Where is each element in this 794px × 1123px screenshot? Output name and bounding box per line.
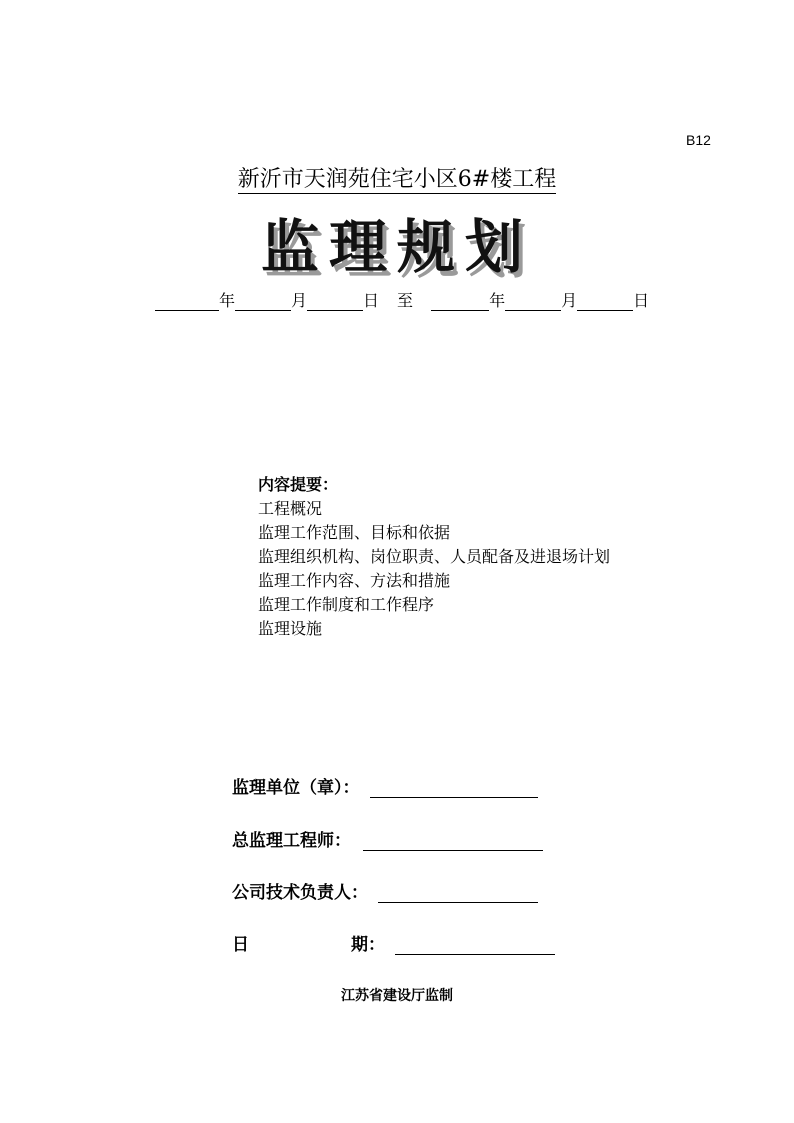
date-row (232, 930, 555, 955)
date-field[interactable] (395, 938, 555, 955)
date-label-right: 期： (351, 935, 385, 955)
supervision-unit-field[interactable] (370, 781, 538, 798)
project-title-text: 新沂市天润苑住宅小区6#楼工程 (237, 167, 557, 192)
end-month-blank[interactable] (505, 294, 561, 311)
tech-lead-row (232, 878, 538, 903)
start-month-blank[interactable] (235, 294, 291, 311)
issuer: 江苏省建设厅监制 (341, 988, 453, 1004)
tech-lead-label: 公司技术负责人： (232, 883, 368, 903)
contents-item: 监理设施 (258, 619, 323, 638)
start-year-blank[interactable] (155, 294, 219, 311)
supervision-unit-row (232, 773, 538, 798)
date-range-row (155, 288, 649, 311)
end-day-label: 日 (633, 291, 650, 310)
start-day-blank[interactable] (307, 294, 363, 311)
contents-item: 工程概况 (258, 499, 323, 518)
start-year-label: 年 (219, 291, 236, 310)
end-year-label: 年 (489, 291, 506, 310)
document-title: 监理规划 (260, 213, 533, 281)
date-label-left: 日 (232, 935, 249, 955)
contents-title: 内容提要： (258, 475, 339, 494)
end-month-label: 月 (561, 291, 578, 310)
to-label: 至 (397, 291, 414, 310)
contents-item: 监理工作内容、方法和措施 (258, 571, 451, 590)
form-code: B12 (686, 132, 711, 148)
tech-lead-field[interactable] (378, 886, 538, 903)
project-title (0, 162, 794, 193)
start-month-label: 月 (291, 291, 308, 310)
end-year-blank[interactable] (431, 294, 489, 311)
start-day-label: 日 (363, 291, 380, 310)
contents-summary (258, 473, 610, 641)
contents-item: 监理工作制度和工作程序 (258, 595, 435, 614)
end-day-blank[interactable] (577, 294, 633, 311)
contents-item: 监理组织机构、岗位职责、人员配备及进退场计划 (258, 547, 611, 566)
chief-engineer-field[interactable] (363, 834, 543, 851)
contents-item: 监理工作范围、目标和依据 (258, 523, 451, 542)
chief-engineer-row (232, 826, 543, 851)
chief-engineer-label: 总监理工程师： (232, 831, 351, 851)
supervision-unit-label: 监理单位（章）： (232, 778, 360, 798)
